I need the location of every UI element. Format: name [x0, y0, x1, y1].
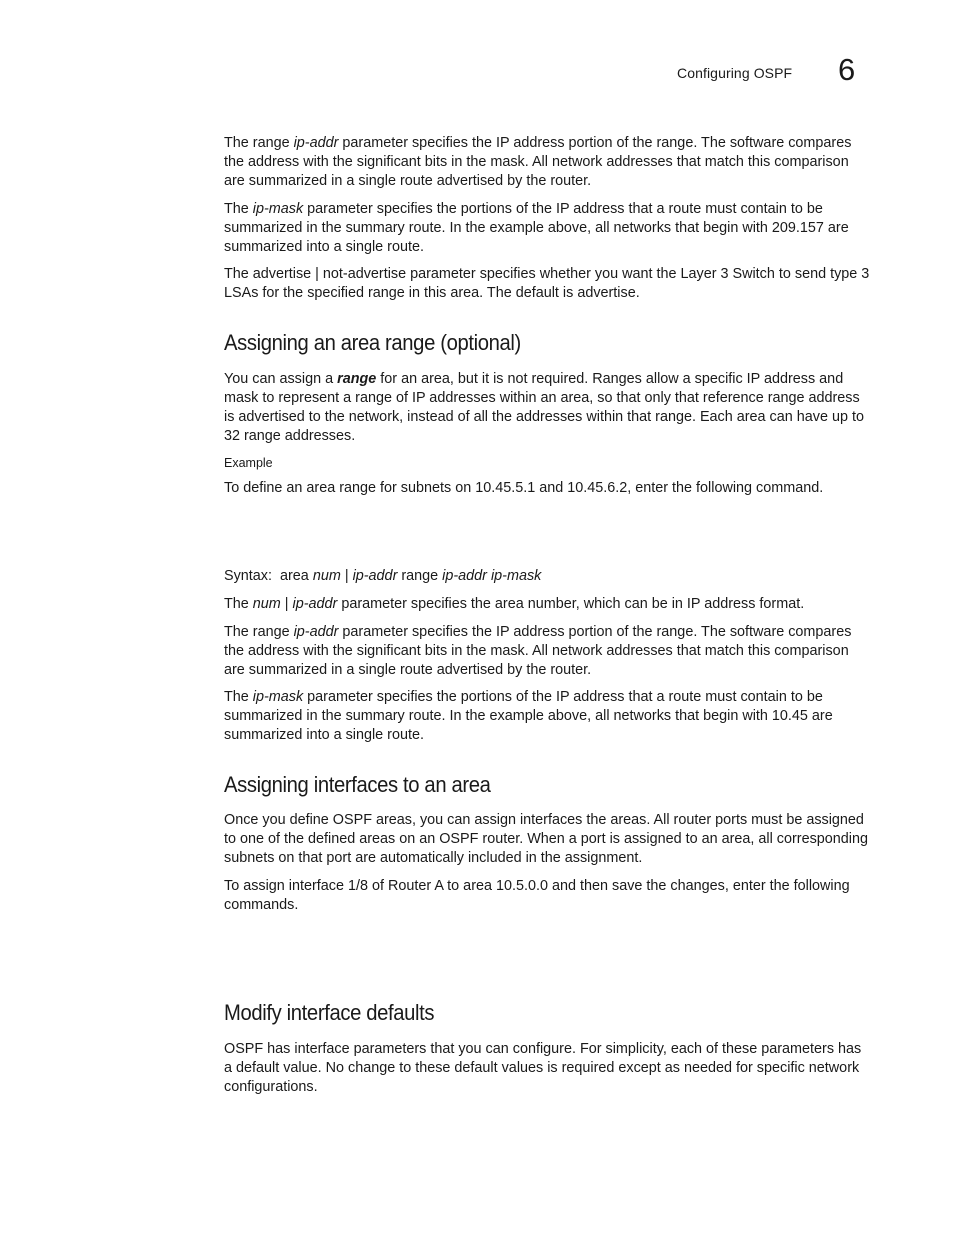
text: parameter specifies the IP address portion of the range. The software compares the address with the significant bits in the mask. All network addresses that match this comparison are summarized in a single route advertised by the router.: [224, 624, 852, 678]
text: parameter specifies the IP address portion of the range. The software compares the address with the significant bits in the mask. All network addresses that match this comparison are summarized in a single route advertised by the router.: [224, 135, 852, 189]
keyword-range: range: [252, 624, 290, 640]
text: for an area, but it is not required. Ranges allow a specific IP address and mask to represent a range of IP addresses within an area, so that only that reference range address is advertised to the network, instead of all the addresses within that range. Each area can have up to 32 range addresses.: [224, 371, 864, 444]
text: .: [635, 285, 640, 301]
keyword-range: range: [252, 135, 290, 151]
example-label: Example: [224, 456, 273, 470]
param-ip-addr: ip-addr: [293, 624, 339, 640]
param-ip-addr: ip-addr: [292, 596, 338, 612]
text: parameter specifies the portions of the IP address that a route must contain to be summarized in the summary route. In the example above, all networks that begin with 10.45 are summarized into a single route.: [224, 689, 833, 743]
syntax-line: [224, 567, 872, 586]
paragraph-area-range-intro: [224, 370, 872, 446]
text: The: [224, 596, 253, 612]
text: The: [224, 624, 253, 640]
paragraph-range-ip-addr-1: [224, 134, 872, 191]
paragraph-interfaces-instruction: To assign interface 1/8 of Router A to area 10.5.0.0 and then save the changes, enter the following commands.: [224, 878, 850, 913]
text: The: [224, 689, 253, 705]
keyword-advertise: advertise: [577, 285, 636, 301]
paragraph-modify-defaults: OSPF has interface parameters that you can configure. For simplicity, each of these parameters has a default value. No change to these default values is required except as needed for specific network configurations.: [224, 1041, 862, 1095]
text: parameter specifies whether you want the Layer 3 Switch to send type 3 LSAs for the specified range in this area. The default is: [224, 266, 870, 301]
param-ip-addr: ip-addr: [352, 568, 398, 584]
param-ip-addr: ip-addr: [293, 135, 339, 151]
paragraph-range-ip-addr-2: [224, 623, 872, 680]
section-heading-modify-defaults: Modify interface defaults: [224, 1000, 435, 1025]
param-ip-mask: ip-mask: [252, 201, 304, 217]
param-num: num: [252, 596, 281, 612]
text: The: [224, 266, 253, 282]
paragraph-advertise: [224, 265, 872, 303]
keyword-area: area: [280, 568, 309, 584]
syntax-label: Syntax:: [224, 568, 272, 584]
term-range: range: [337, 371, 377, 387]
text: parameter specifies the area number, which can be in IP address format.: [337, 596, 805, 612]
text: |: [280, 596, 293, 612]
text: parameter specifies the portions of the IP address that a route must contain to be summarized in the summary route. In the example above, all networks that begin with 209.157 are summarized into a single route.: [224, 201, 849, 255]
paragraph-num-ip-addr: [224, 595, 872, 614]
chapter-number: 6: [838, 52, 856, 87]
paragraph-ip-mask-1: [224, 200, 872, 257]
param-ip-addr: ip-addr: [442, 568, 487, 584]
section-heading-interfaces: Assigning interfaces to an area: [224, 772, 491, 797]
paragraph-ip-mask-2: [224, 688, 872, 745]
section-heading-area-range: Assigning an area range (optional): [224, 330, 521, 355]
paragraph-interfaces-intro: Once you define OSPF areas, you can assign interfaces the areas. All router ports must be assigned to one of the defined areas on an OSPF router. When a port is assigned to an area, all corresponding subnets on that port are automatically included in the assignment.: [224, 812, 868, 866]
param-ip-mask: ip-mask: [490, 568, 542, 584]
keyword-advertise-not-advertise: advertise | not-advertise: [252, 266, 407, 282]
paragraph-example-instruction: To define an area range for subnets on 10.45.5.1 and 10.45.6.2, enter the following command.: [224, 480, 824, 496]
separator: |: [344, 568, 349, 584]
text: You can assign a: [224, 371, 338, 387]
text: The: [224, 201, 253, 217]
param-num: num: [312, 568, 341, 584]
param-ip-mask: ip-mask: [252, 689, 304, 705]
running-header-title: Configuring OSPF: [677, 65, 793, 81]
keyword-range: range: [401, 568, 439, 584]
text: The: [224, 135, 253, 151]
